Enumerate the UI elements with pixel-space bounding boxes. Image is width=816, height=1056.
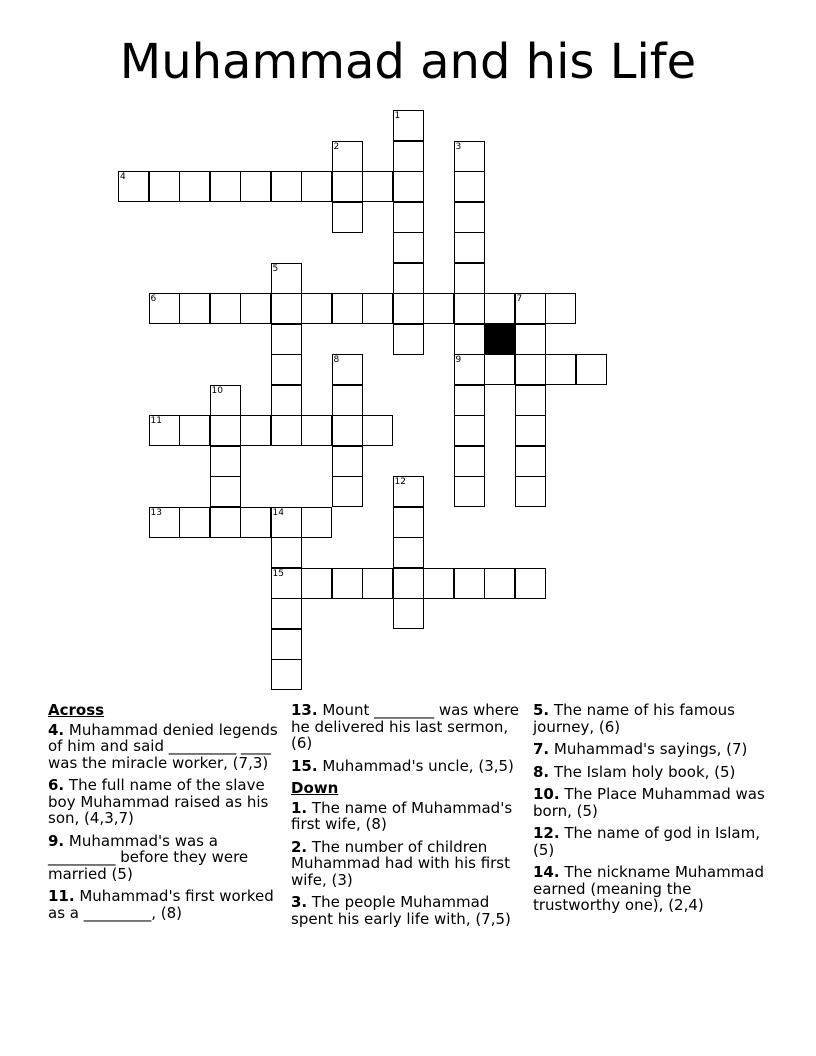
cell-number: 1 xyxy=(394,111,401,121)
clue-number: 8. xyxy=(533,762,550,781)
crossword-cell[interactable] xyxy=(149,171,180,202)
crossword-cell[interactable] xyxy=(484,354,515,385)
crossword-cell[interactable] xyxy=(484,293,515,324)
clue-number: 1. xyxy=(291,798,308,817)
clue-text: Mount ________ was where he delivered his last sermon, (6) xyxy=(291,701,520,752)
cell-number: 2 xyxy=(333,141,340,152)
crossword-cell[interactable] xyxy=(515,293,546,324)
clue-down-14 xyxy=(533,864,768,914)
crossword-cell[interactable] xyxy=(210,507,241,538)
crossword-cell[interactable] xyxy=(271,354,302,385)
clue-number: 6. xyxy=(48,776,65,794)
crossword-cell[interactable] xyxy=(393,324,424,355)
page-title: Muhammad and his Life xyxy=(119,34,697,90)
clue-across-6 xyxy=(48,777,278,827)
crossword-cell[interactable] xyxy=(210,476,241,507)
clue-number: 4. xyxy=(48,720,65,739)
clue-number: 9. xyxy=(48,831,65,850)
crossword-cell[interactable] xyxy=(393,141,424,172)
clue-text: The name of Muhammad's first wife, (8) xyxy=(291,798,513,833)
crossword-cell[interactable] xyxy=(393,598,424,629)
crossword-cell[interactable] xyxy=(332,446,363,477)
clue-number: 5. xyxy=(533,701,550,719)
clue-down-1 xyxy=(291,800,521,833)
crossword-cell[interactable] xyxy=(271,293,302,324)
clue-text: The full name of the slave boy Muhammad raised as his son, (4,3,7) xyxy=(48,776,269,827)
crossword-cell[interactable] xyxy=(484,568,515,599)
clues-column-1 xyxy=(48,702,278,927)
clue-down-8 xyxy=(533,764,768,781)
crossword-cell[interactable] xyxy=(332,415,363,446)
crossword-cell[interactable] xyxy=(454,446,485,477)
crossword-cell[interactable] xyxy=(454,476,485,507)
crossword-cell[interactable] xyxy=(515,568,546,599)
clue-text: Muhammad denied legends of him and said _________ ____ was the miracle worker, (7,3) xyxy=(48,720,278,772)
crossword-cell[interactable] xyxy=(301,171,332,202)
cell-number: 9 xyxy=(455,355,462,365)
crossword-cell[interactable] xyxy=(332,354,363,385)
clue-text: The Islam holy book, (5) xyxy=(553,762,736,781)
clues-column-3 xyxy=(533,702,768,920)
clue-down-7 xyxy=(533,741,768,758)
crossword-cell[interactable] xyxy=(393,263,424,294)
crossword-cell[interactable] xyxy=(362,415,393,446)
clue-number: 12. xyxy=(533,824,560,842)
clue-text: Muhammad's uncle, (3,5) xyxy=(322,756,514,775)
crossword-cell[interactable] xyxy=(393,171,424,202)
cell-number: 3 xyxy=(455,141,462,152)
clue-down-5 xyxy=(533,702,768,735)
crossword-cell[interactable] xyxy=(454,568,485,599)
crossword-cell[interactable] xyxy=(210,293,241,324)
crossword-cell[interactable] xyxy=(271,629,302,660)
crossword-cell[interactable] xyxy=(271,537,302,568)
crossword-cell[interactable] xyxy=(545,354,576,385)
crossword-cell[interactable] xyxy=(271,263,302,294)
crossword-cell[interactable] xyxy=(515,415,546,446)
cell-number: 6 xyxy=(150,294,157,304)
crossword-cell[interactable] xyxy=(210,385,241,416)
crossword-cell[interactable] xyxy=(149,293,180,324)
crossword-cell[interactable] xyxy=(149,507,180,538)
clue-down-3 xyxy=(291,894,521,927)
clue-number: 11. xyxy=(48,887,75,905)
crossword-cell[interactable] xyxy=(332,293,363,324)
crossword-cell[interactable] xyxy=(454,293,485,324)
clue-across-11 xyxy=(48,888,278,921)
clue-text: The nickname Muhammad earned (meaning the trustworthy one), (2,4) xyxy=(533,863,765,914)
crossword-cell[interactable] xyxy=(271,415,302,446)
clue-down-2 xyxy=(291,839,521,889)
crossword-cell[interactable] xyxy=(454,232,485,263)
crossword-cell[interactable] xyxy=(454,263,485,294)
clue-number: 15. xyxy=(291,756,318,775)
crossword-cell[interactable] xyxy=(271,171,302,202)
crossword-cell[interactable] xyxy=(271,659,302,690)
crossword-cell[interactable] xyxy=(454,385,485,416)
crossword-cell[interactable] xyxy=(423,568,454,599)
crossword-cell[interactable] xyxy=(179,293,210,324)
crossword-cell[interactable] xyxy=(240,171,271,202)
crossword-cell[interactable] xyxy=(240,415,271,446)
crossword-cell[interactable] xyxy=(271,568,302,599)
crossword-cell[interactable] xyxy=(301,568,332,599)
cell-number: 15 xyxy=(272,568,284,579)
crossword-cell[interactable] xyxy=(271,385,302,416)
crossword-cell[interactable] xyxy=(454,324,485,355)
crossword-cell[interactable] xyxy=(393,476,424,507)
crossword-cell[interactable] xyxy=(149,415,180,446)
cell-number: 10 xyxy=(211,385,223,396)
clue-across-4 xyxy=(48,722,278,772)
crossword-cell[interactable] xyxy=(393,568,424,599)
clue-down-10 xyxy=(533,786,768,819)
cell-number: 8 xyxy=(333,355,340,365)
crossword-cell[interactable] xyxy=(179,507,210,538)
crossword-cell[interactable] xyxy=(545,293,576,324)
crossword-cell[interactable] xyxy=(515,324,546,355)
crossword-cell[interactable] xyxy=(454,202,485,233)
clue-number: 7. xyxy=(533,740,550,758)
crossword-cell[interactable] xyxy=(332,476,363,507)
cell-number: 13 xyxy=(150,507,162,518)
crossword-block xyxy=(484,324,515,355)
crossword-cell[interactable] xyxy=(179,415,210,446)
cell-number: 11 xyxy=(150,416,162,426)
crossword-cell[interactable] xyxy=(454,171,485,202)
crossword-cell[interactable] xyxy=(332,385,363,416)
clue-text: The people Muhammad spent his early life with, (7,5) xyxy=(291,893,511,928)
clue-text: Muhammad's first worked as a _________, (8) xyxy=(48,887,274,922)
clues-column-2 xyxy=(291,702,521,933)
crossword-cell[interactable] xyxy=(301,507,332,538)
clue-text: The name of god in Islam, (5) xyxy=(533,824,760,859)
crossword-cell[interactable] xyxy=(576,354,607,385)
crossword-cell[interactable] xyxy=(454,141,485,172)
clue-text: Muhammad's was a _________ before they were married (5) xyxy=(48,831,249,883)
crossword-cell[interactable] xyxy=(362,293,393,324)
cell-number: 14 xyxy=(272,507,284,518)
crossword-cell[interactable] xyxy=(210,415,241,446)
crossword-cell[interactable] xyxy=(118,171,149,202)
down-heading: Down xyxy=(291,779,339,797)
crossword-cell[interactable] xyxy=(210,171,241,202)
cell-number: 4 xyxy=(120,172,126,182)
crossword-cell[interactable] xyxy=(393,110,424,141)
clue-number: 14. xyxy=(533,863,560,881)
clue-number: 2. xyxy=(291,837,308,856)
crossword-cell[interactable] xyxy=(515,446,546,477)
crossword-cell[interactable] xyxy=(393,293,424,324)
cell-number: 5 xyxy=(272,263,279,274)
cell-number: 7 xyxy=(516,294,523,304)
crossword-cell[interactable] xyxy=(515,385,546,416)
cell-number: 12 xyxy=(394,477,406,487)
crossword-cell[interactable] xyxy=(271,324,302,355)
crossword-cell[interactable] xyxy=(515,354,546,385)
crossword-cell[interactable] xyxy=(393,232,424,263)
crossword-cell[interactable] xyxy=(301,293,332,324)
crossword-cell[interactable] xyxy=(393,202,424,233)
clue-across-9 xyxy=(48,833,278,883)
crossword-cell[interactable] xyxy=(271,598,302,629)
clue-text: The name of his famous journey, (6) xyxy=(533,701,735,736)
crossword-cell[interactable] xyxy=(393,537,424,568)
clue-number: 13. xyxy=(291,701,318,719)
crossword-cell[interactable] xyxy=(362,171,393,202)
crossword-cell[interactable] xyxy=(271,507,302,538)
clue-text: The number of children Muhammad had with his first wife, (3) xyxy=(291,837,511,889)
crossword-cell[interactable] xyxy=(332,141,363,172)
clue-text: Muhammad's sayings, (7) xyxy=(553,740,748,758)
across-heading: Across xyxy=(48,701,105,719)
crossword-cell[interactable] xyxy=(423,293,454,324)
clue-text: The Place Muhammad was born, (5) xyxy=(533,785,765,820)
crossword-cell[interactable] xyxy=(393,507,424,538)
crossword-cell[interactable] xyxy=(332,568,363,599)
crossword-cell[interactable] xyxy=(332,202,363,233)
crossword-cell[interactable] xyxy=(362,568,393,599)
crossword-cell[interactable] xyxy=(515,476,546,507)
clue-across-13 xyxy=(291,702,521,752)
crossword-cell[interactable] xyxy=(240,293,271,324)
crossword-cell[interactable] xyxy=(301,415,332,446)
crossword-cell[interactable] xyxy=(179,171,210,202)
crossword-cell[interactable] xyxy=(454,354,485,385)
clue-across-15 xyxy=(291,758,521,775)
crossword-cell[interactable] xyxy=(240,507,271,538)
crossword-cell[interactable] xyxy=(454,415,485,446)
clue-number: 3. xyxy=(291,893,308,911)
crossword-cell[interactable] xyxy=(210,446,241,477)
crossword-cell[interactable] xyxy=(332,171,363,202)
clue-number: 10. xyxy=(533,785,560,803)
clue-down-12 xyxy=(533,825,768,858)
